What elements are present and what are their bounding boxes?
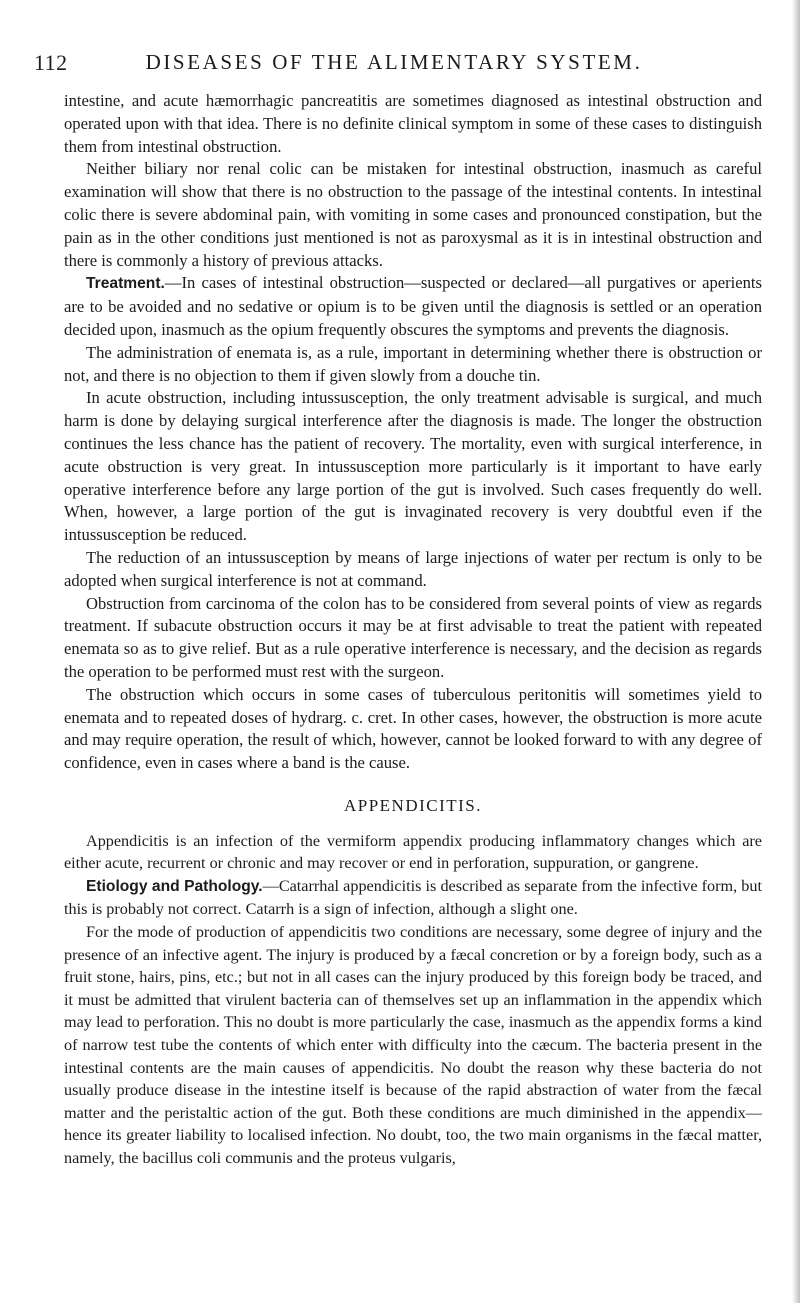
page-body [64, 90, 762, 1170]
side-heading: Treatment. [86, 275, 165, 293]
page-number: 112 [34, 50, 68, 75]
paragraph: intestine, and acute hæmorrhagic pancreatitis are sometimes diagnosed as intestinal obstruction and operated upon with that idea. There is no definite clinical symptom in some of these cases to distinguish them from intestinal obstruction. [64, 91, 762, 156]
paragraph-treatment [64, 272, 762, 341]
section-title: APPENDICITIS. [343, 795, 483, 815]
paragraph: In acute obstruction, including intussusception, the only treatment advisable is surgical, and much harm is done by delaying surgical interference after the diagnosis is made. The longer the obstruction continues the less chance has the patient of recovery. The mortality, even with surgical interference, in acute obstruction is very great. In intussusception more particularly is it important to have early operative interference before any large portion of the gut is involved. Such cases frequently do well. When, however, a large portion of the gut is invaginated recovery is very doubtful even if the intussusception be reduced. [64, 388, 762, 545]
page-header [34, 50, 754, 78]
paragraph: The reduction of an intussusception by means of large injections of water per rectum is only to be adopted when surgical interference is not at command. [64, 547, 762, 590]
page-edge-shadow [792, 0, 800, 1303]
paragraph: Neither biliary nor renal colic can be mistaken for intestinal obstruction, inasmuch as careful examination will show that there is no obstruction to the passage of the intestinal contents. In intestinal colic there is severe abdominal pain, with vomiting in some cases and pronounced constipation, but the pain as in the other conditions just mentioned is not as paroxysmal as it is in intestinal obstruction and there is commonly a history of previous attacks. [64, 159, 762, 270]
paragraph: The administration of enemata is, as a rule, important in determining whether there is obstruction or not, and there is no objection to them if given slowly from a douche tin. [64, 342, 762, 385]
paragraph: Obstruction from carcinoma of the colon has to be considered from several points of view as regards treatment. If subacute obstruction occurs it may be at first advisable to treat the patient with repeated enemata so as to give relief. But as a rule operative interference is necessary, and the decision as regards the operation to be performed must rest with the surgeon. [64, 593, 762, 681]
paragraph-text: —Catarrhal appendicitis is described as separate from the infective form, but this is probably not correct. Catarrh is a sign of infection, although a slight one. [64, 876, 762, 919]
paragraph-text: —In cases of intestinal obstruction—suspected or declared—all purgatives or aperients are to be avoided and no sedative or opium is to be given until the diagnosis is settled or an operation decided upon, inasmuch as the opium frequently obscures the symptoms and prevents the diagnosis. [64, 273, 762, 339]
running-head: DISEASES OF THE ALIMENTARY SYSTEM. [145, 50, 643, 74]
paragraph: For the mode of production of appendicitis two conditions are necessary, some degree of injury and the presence of an infective agent. The injury is produced by a fæcal concretion or by a foreign body, such as a fruit stone, hairs, pins, etc.; but not in all cases can the injury produced by this foreign body be traced, and it must be admitted that virulent bacteria can of themselves set up an inflammation in the appendix which may lead to perforation. This no doubt is more particularly the case, inasmuch as the appendix forms a kind of narrow test tube the contents of which enter with difficulty into the cæcum. The bacteria present in the intestinal contents are the main causes of appendicitis. No doubt the reason why these bacteria do not usually produce disease in the intestine itself is because of the rapid abstraction of water from the fæcal matter and the peristaltic action of the gut. Both these conditions are much diminished in the appendix—hence its greater liability to localised infection. No doubt, too, the two main organisms in the fæcal matter, namely, the bacillus coli communis and the proteus vulgaris, [64, 923, 762, 1168]
paragraph: Appendicitis is an infection of the vermiform appendix producing inflammatory changes which are either acute, recurrent or chronic and may recover or end in perforation, suppuration, or gangrene. [64, 831, 762, 873]
side-heading: Etiology and Pathology. [86, 877, 263, 895]
paragraph-etiology [64, 875, 762, 921]
paragraph: The obstruction which occurs in some cases of tuberculous peritonitis will sometimes yield to enemata and to repeated doses of hydrarg. c. cret. In other cases, however, the obstruction is more acute and may require operation, the result of which, however, cannot be looked forward to with any degree of confidence, even in cases where a band is the cause. [64, 684, 762, 773]
